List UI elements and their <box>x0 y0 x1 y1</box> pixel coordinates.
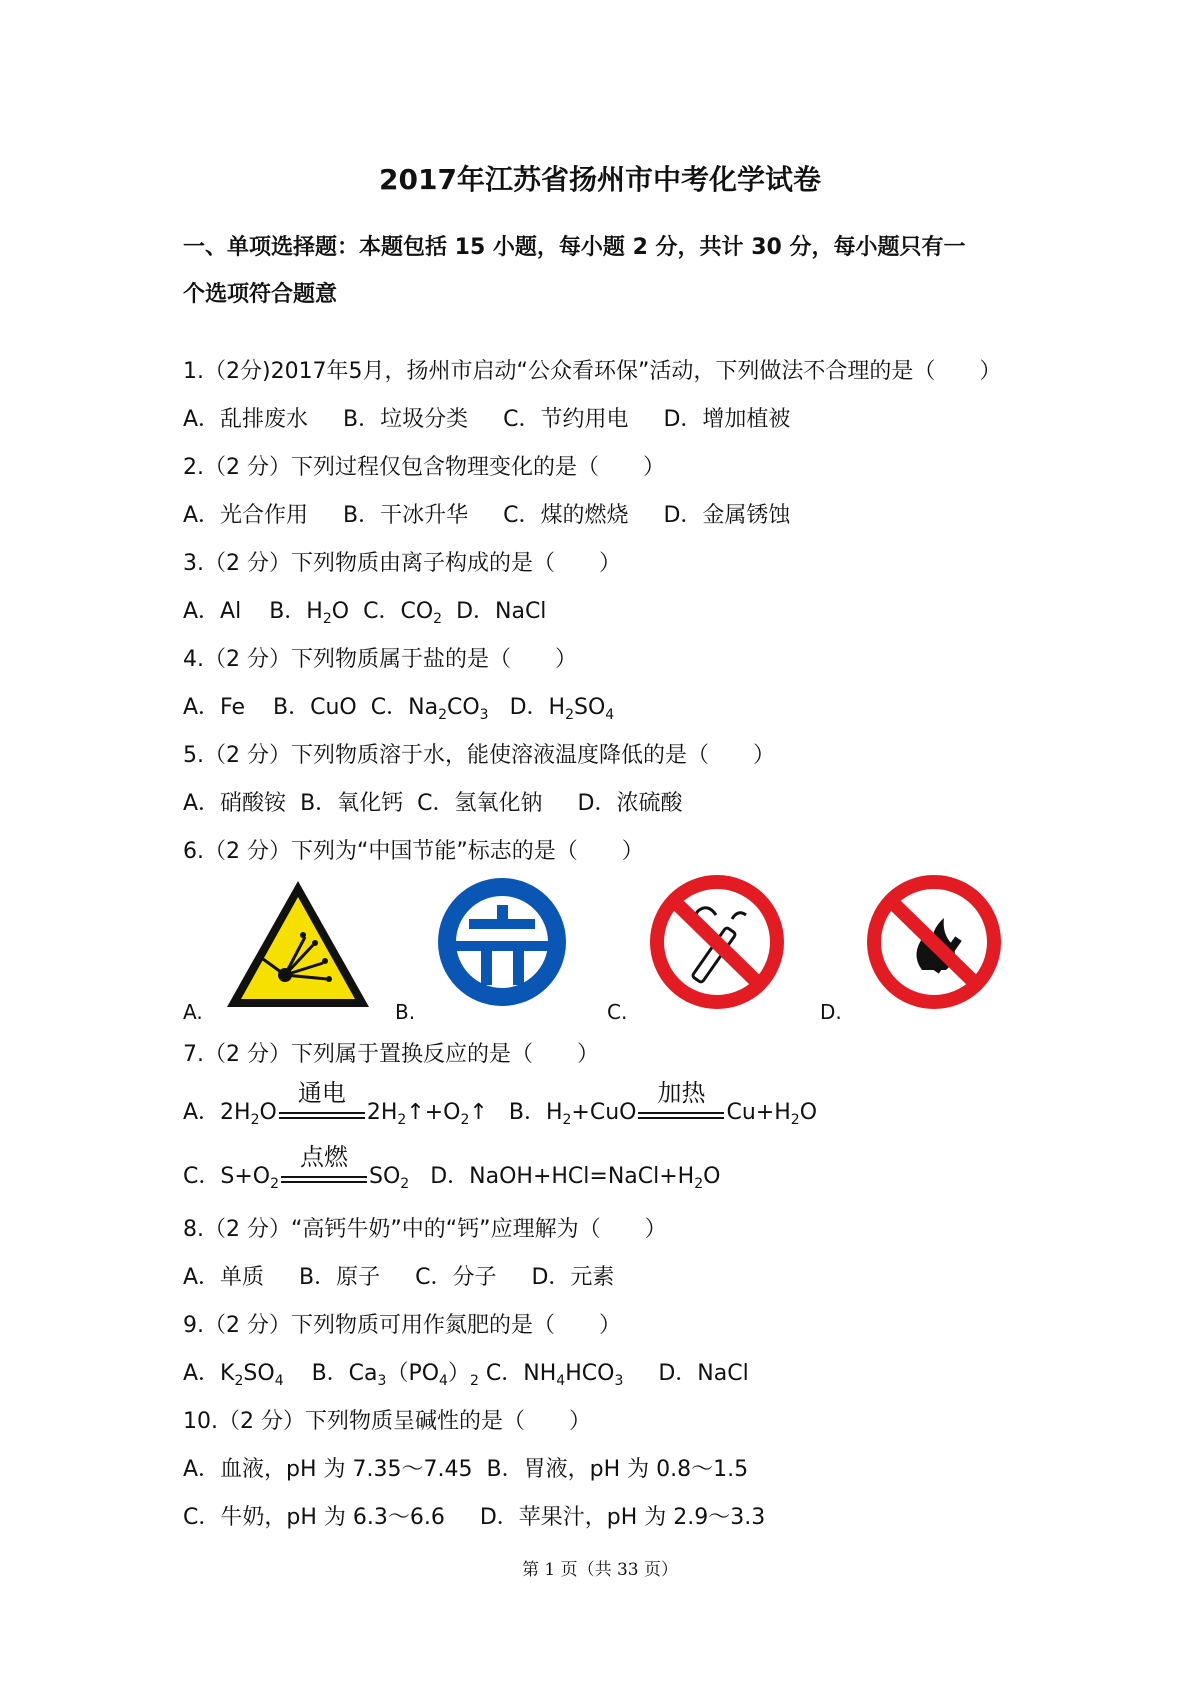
question-1-options <box>183 405 790 435</box>
no-smoking-sign <box>650 875 785 1010</box>
condition-ignition: 点燃 <box>279 1162 369 1192</box>
option-a: A．$2H_2O$ 通电 $2H_2↑+O_2↑$ <box>183 1079 495 1128</box>
question-7-stem: 7.（2 分）下列属于置换反应的是（ ） <box>183 1042 599 1067</box>
option-d: D．NaCl <box>658 1361 749 1386</box>
option-b: B．$H_2+CuO$ 加热 $Cu+H_2O$ <box>508 1079 818 1128</box>
question-5-options <box>183 789 682 819</box>
option-c: C．$S+O_2$ 点燃 $SO_2$ <box>183 1143 410 1192</box>
no-open-flame-sign <box>867 875 1002 1010</box>
question-4-options <box>183 693 614 723</box>
option-d: D．增加植被 <box>663 407 791 432</box>
question-7-options-cd <box>183 1143 721 1192</box>
option-a: A．Al <box>183 599 242 624</box>
option-d: D．$NaOH+HCl=NaCl+H_2O$ <box>430 1164 721 1192</box>
option-b: B．$Ca_3(PO_4)_2$ <box>311 1361 479 1389</box>
option-c: C．$Na_2CO_3$ <box>370 695 489 723</box>
explosive-warning-sign <box>223 875 373 1015</box>
section-heading-line2: 个选项符合题意 <box>183 282 338 307</box>
question-5-stem: 5.（2 分）下列物质溶于水，能使溶液温度降低的是（ ） <box>183 743 775 768</box>
question-10-options-cd <box>183 1503 765 1533</box>
question-8-options <box>183 1263 614 1293</box>
option-c: C．分子 <box>415 1265 497 1290</box>
option-d: D．$H_2SO_4$ <box>509 695 615 723</box>
option-b: B．CuO <box>273 695 357 720</box>
question-9-options <box>183 1359 749 1389</box>
option-b: B．干冰升华 <box>343 503 469 528</box>
question-6-signs <box>0 875 1200 1020</box>
section-heading-line1: 一、单项选择题：本题包括 15 小题，每小题 2 分，共计 30 分，每小题只有一 <box>183 235 966 260</box>
option-d: D．苹果汁，pH 为 2.9～3.3 <box>479 1505 766 1530</box>
sign-label-d: D. <box>820 1000 842 1024</box>
condition-electrolysis: 通电 <box>277 1098 367 1128</box>
condition-heating: 加热 <box>636 1098 726 1128</box>
energy-saving-logo <box>435 875 570 1010</box>
option-a: A．光合作用 <box>183 503 309 528</box>
question-4-stem: 4.（2 分）下列物质属于盐的是（ ） <box>183 647 577 672</box>
sign-label-c: C. <box>607 1000 628 1024</box>
option-a: A．硝酸铵 <box>183 791 287 816</box>
option-a: A．血液，pH 为 7.35～7.45 <box>183 1457 473 1482</box>
option-a: A．$K_2SO_4$ <box>183 1361 284 1389</box>
question-9-stem: 9.（2 分）下列物质可用作氮肥的是（ ） <box>183 1313 621 1338</box>
option-c: C．煤的燃烧 <box>503 503 629 528</box>
option-b: B．垃圾分类 <box>343 407 469 432</box>
page-title: 2017年江苏省扬州市中考化学试卷 <box>379 163 821 196</box>
option-d: D．元素 <box>531 1265 615 1290</box>
question-2-stem: 2.（2 分）下列过程仅包含物理变化的是（ ） <box>183 455 665 480</box>
option-a: A．单质 <box>183 1265 265 1290</box>
option-a: A．乱排废水 <box>183 407 309 432</box>
option-d: D．NaCl <box>456 599 547 624</box>
option-d: D．金属锈蚀 <box>663 503 791 528</box>
question-10-options-ab <box>183 1455 748 1485</box>
option-b: B．$H_2O$ <box>269 599 350 627</box>
option-c: C．$NH_4HCO_3$ <box>485 1361 624 1389</box>
page-footer: 第 1 页（共 33 页） <box>521 1560 679 1580</box>
option-a: A．Fe <box>183 695 246 720</box>
option-b: B．氧化钙 <box>300 791 404 816</box>
question-3-options <box>183 597 546 627</box>
option-b: B．原子 <box>299 1265 381 1290</box>
question-10-stem: 10.（2 分）下列物质呈碱性的是（ ） <box>183 1409 591 1434</box>
question-7-options-ab <box>183 1079 818 1128</box>
option-c: C．节约用电 <box>503 407 629 432</box>
sign-label-b: B. <box>395 1000 416 1024</box>
option-c: C．氢氧化钠 <box>417 791 543 816</box>
sign-label-a: A. <box>183 1000 203 1024</box>
question-6-stem: 6.（2 分）下列为“中国节能”标志的是（ ） <box>183 839 644 864</box>
option-c: C．牛奶，pH 为 6.3～6.6 <box>183 1505 445 1530</box>
option-c: C．$CO_2$ <box>363 599 443 627</box>
question-1-stem: 1.（2分)2017年5月，扬州市启动“公众看环保”活动，下列做法不合理的是（ ） <box>183 359 1002 384</box>
question-2-options <box>183 501 790 531</box>
option-b: B．胃液，pH 为 0.8～1.5 <box>486 1457 749 1482</box>
question-8-stem: 8.（2 分）“高钙牛奶”中的“钙”应理解为（ ） <box>183 1217 667 1242</box>
option-d: D．浓硫酸 <box>577 791 683 816</box>
question-3-stem: 3.（2 分）下列物质由离子构成的是（ ） <box>183 551 621 576</box>
